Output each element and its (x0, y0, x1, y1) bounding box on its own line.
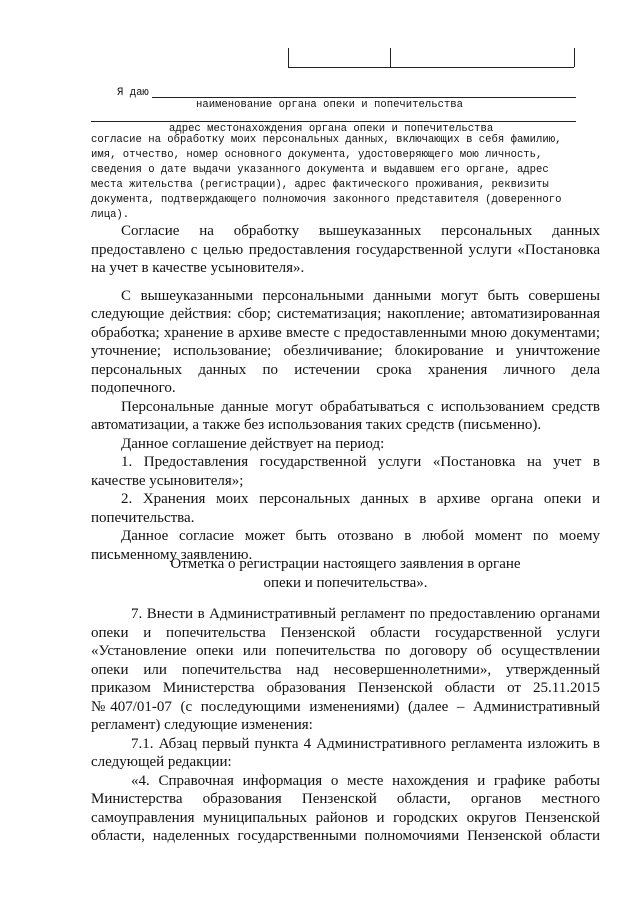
signature-box-line (288, 67, 574, 68)
text-line: следующие действия: сбор; систематизация; накопление; автоматизированная (91, 306, 600, 322)
text-line: предоставлено с целью предоставления государственной услуги «Постановка (91, 241, 600, 258)
authority-caption: наименование органа опеки и попечительства (196, 99, 464, 111)
consent-mono-line: места жительства (регистрации), адрес фактического проживания, реквизиты (91, 179, 549, 191)
consent-mono-block (91, 133, 576, 223)
text-line: уточнение; использование; обезличивание; блокирование и уничтожение (91, 343, 600, 359)
registration-note (91, 555, 600, 592)
paragraph-item-2 (91, 490, 600, 527)
text-line: обработка; хранение в архиве вместе с предоставленными мною документами; (91, 324, 600, 341)
signature-box-divider-right (574, 48, 575, 67)
text-line: 7. Внести в Административный регламент по предоставлению органами (131, 606, 600, 622)
text-line: С вышеуказанными персональными данными могут быть совершены (121, 287, 600, 304)
consent-mono-line: имя, отчество, номер основного документа, удостоверяющего мою личность, (91, 149, 543, 161)
paragraph-period (91, 435, 600, 454)
text-line: Согласие на обработку вышеуказанных персональных данных (121, 223, 600, 239)
text-line: «4. Справочная информация о месте нахождения и графике работы (131, 772, 600, 789)
text-line: Персональные данные могут обрабатываться с использованием средств (121, 398, 600, 415)
consent-prefix: Я даю (117, 87, 149, 99)
text-line: самоуправления муниципальных районов и городских округов Пензенской (91, 809, 600, 826)
consent-mono-line: сведения о дате выдачи указанного документа и выдавшем его органе, адрес (91, 164, 549, 176)
consent-mono-line: лица). (91, 209, 130, 221)
paragraph-purpose (91, 222, 600, 278)
text-line: следующей редакции: (91, 754, 232, 770)
text-line: Министерства образования Пензенской области, органов местного (91, 791, 600, 807)
text-line: №407/01-07 (с последующими изменениями) (далее – Административный (91, 698, 600, 715)
text-line: приказом Министерства образования Пензенской области от 25.11.2015 (91, 680, 600, 696)
text-line: письменному заявлению. (91, 546, 253, 563)
consent-mono-line: документа, подтверждающего полномочия законного представителя (доверенного (91, 194, 562, 206)
address-caption: адрес местонахождения органа опеки и попечительства (169, 123, 494, 135)
text-line: попечительства. (91, 509, 195, 526)
text-line: области, наделенных государственными полномочиями Пензенской области (91, 828, 600, 844)
text-line: на учет в качестве усыновителя». (91, 260, 305, 276)
paragraph-actions (91, 287, 600, 398)
consent-mono-line: согласие на обработку моих персональных данных, включающих в себя фамилию, (91, 134, 562, 146)
text-line: Отметка о регистрации настоящего заявления в органе (170, 556, 521, 572)
text-line: Данное соглашение действует на период: (121, 435, 385, 452)
text-line: 7.1. Абзац первый пункта 4 Административного регламента изложить в (131, 735, 600, 752)
amendment-quote (91, 772, 600, 846)
consent-paragraphs (91, 222, 600, 564)
text-line: персональных данных по истечении срока хранения личного дела (91, 361, 600, 378)
text-line: регламент) следующие изменения: (91, 717, 313, 733)
text-line: опеки и попечительства Пензенской области государственной услуги (91, 624, 600, 641)
paragraph-automation (91, 398, 600, 435)
text-line: опеки и попечительства». (263, 574, 428, 591)
text-line: 1. Предоставления государственной услуги «Постановка на учет в (121, 454, 600, 470)
amendment-item-7 (91, 605, 600, 735)
text-line: качестве усыновителя»; (91, 472, 244, 489)
text-line: автоматизации, а также без использования таких средств (письменно). (91, 417, 542, 433)
text-line: подопечного. (91, 380, 176, 396)
text-line: опеки или попечительства над несовершеннолетними», утвержденный (91, 661, 600, 678)
text-line: «Установление опеки или попечительства по договору об осуществлении (91, 643, 600, 659)
signature-box-divider-left (288, 48, 289, 67)
paragraph-item-1 (91, 453, 600, 490)
amendment-section (91, 605, 600, 846)
signature-box-divider-mid (390, 48, 391, 67)
text-line: 2. Хранения моих персональных данных в архиве органа опеки и (121, 491, 600, 507)
text-line: Данное согласие может быть отозвано в любой момент по моему (121, 528, 600, 544)
amendment-item-7-1 (91, 735, 600, 772)
